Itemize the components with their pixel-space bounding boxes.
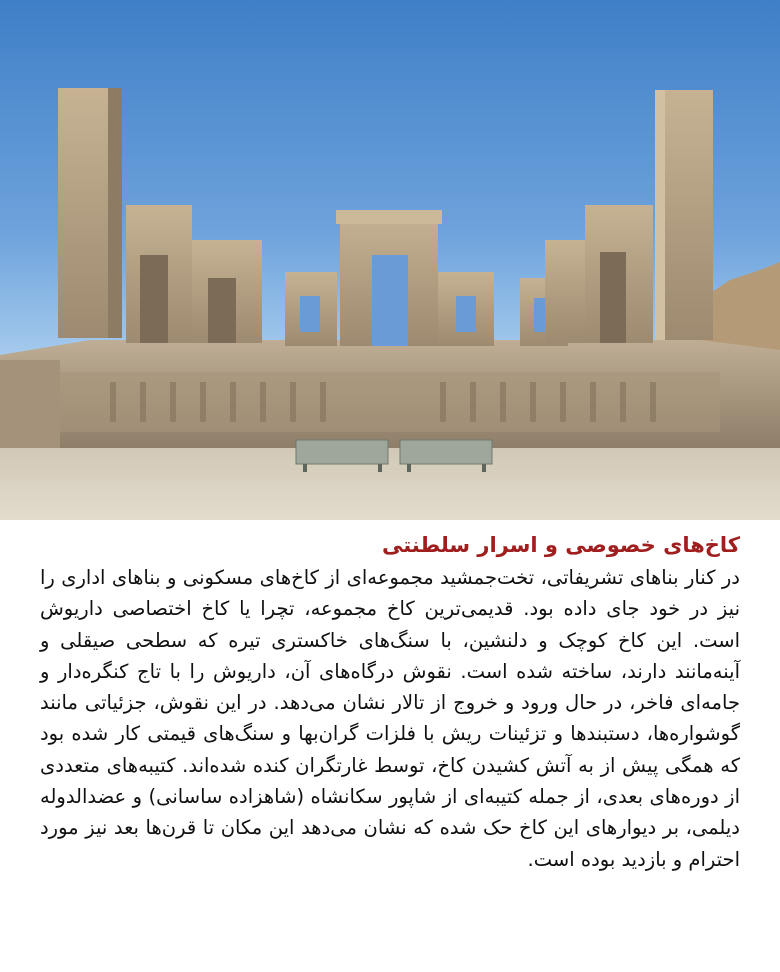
article — [0, 520, 780, 972]
ground — [0, 440, 780, 520]
stair-left — [0, 360, 60, 448]
article-heading: کاخ‌های خصوصی و اسرار سلطنتی — [381, 533, 740, 557]
doorframe-right-1 — [545, 240, 585, 343]
signboard-2 — [400, 440, 492, 464]
signboard-1 — [296, 440, 388, 464]
article-body: در کنار بناهای تشریفاتی، تخت‌جمشید مجموعه‌ای از کاخ‌های مسکونی و بناهای اداری را نیز در خود جای داده بود. قدیمی‌ترین کاخ مجموعه، تچرا یا کاخ اختصاصی داریوش است. این کاخ کوچک و دلنشین، با سنگ‌های خاکستری تیره که سطحی صیقلی و آینه‌مانند دارند، ساخته شده است. نقوش درگاه‌های آن، داریوش را با تاج کنگره‌دار و جامه‌ای فاخر، در حال ورود و خروج از تالار نشان می‌دهد. در این نقوش، جزئیاتی مانند گوشواره‌ها، دستبندها و تزئینات ریش با فلزات گران‌بها و سنگ‌های قیمتی کار شده بود که همگی پیش از به آتش کشیدن کاخ، توسط غارتگران کنده شده‌اند. کتیبه‌های متعددی از دوره‌های بعدی، از جمله کتیبه‌ای از شاپور سکانشاه (شاهزاده ساسانی) و عضدالدوله دیلمی، بر دیوارهای این کاخ حک شده که نشان می‌دهد این مکان تا قرن‌ها بعد نیز مورد احترام و بازدید بوده است. — [40, 566, 740, 871]
